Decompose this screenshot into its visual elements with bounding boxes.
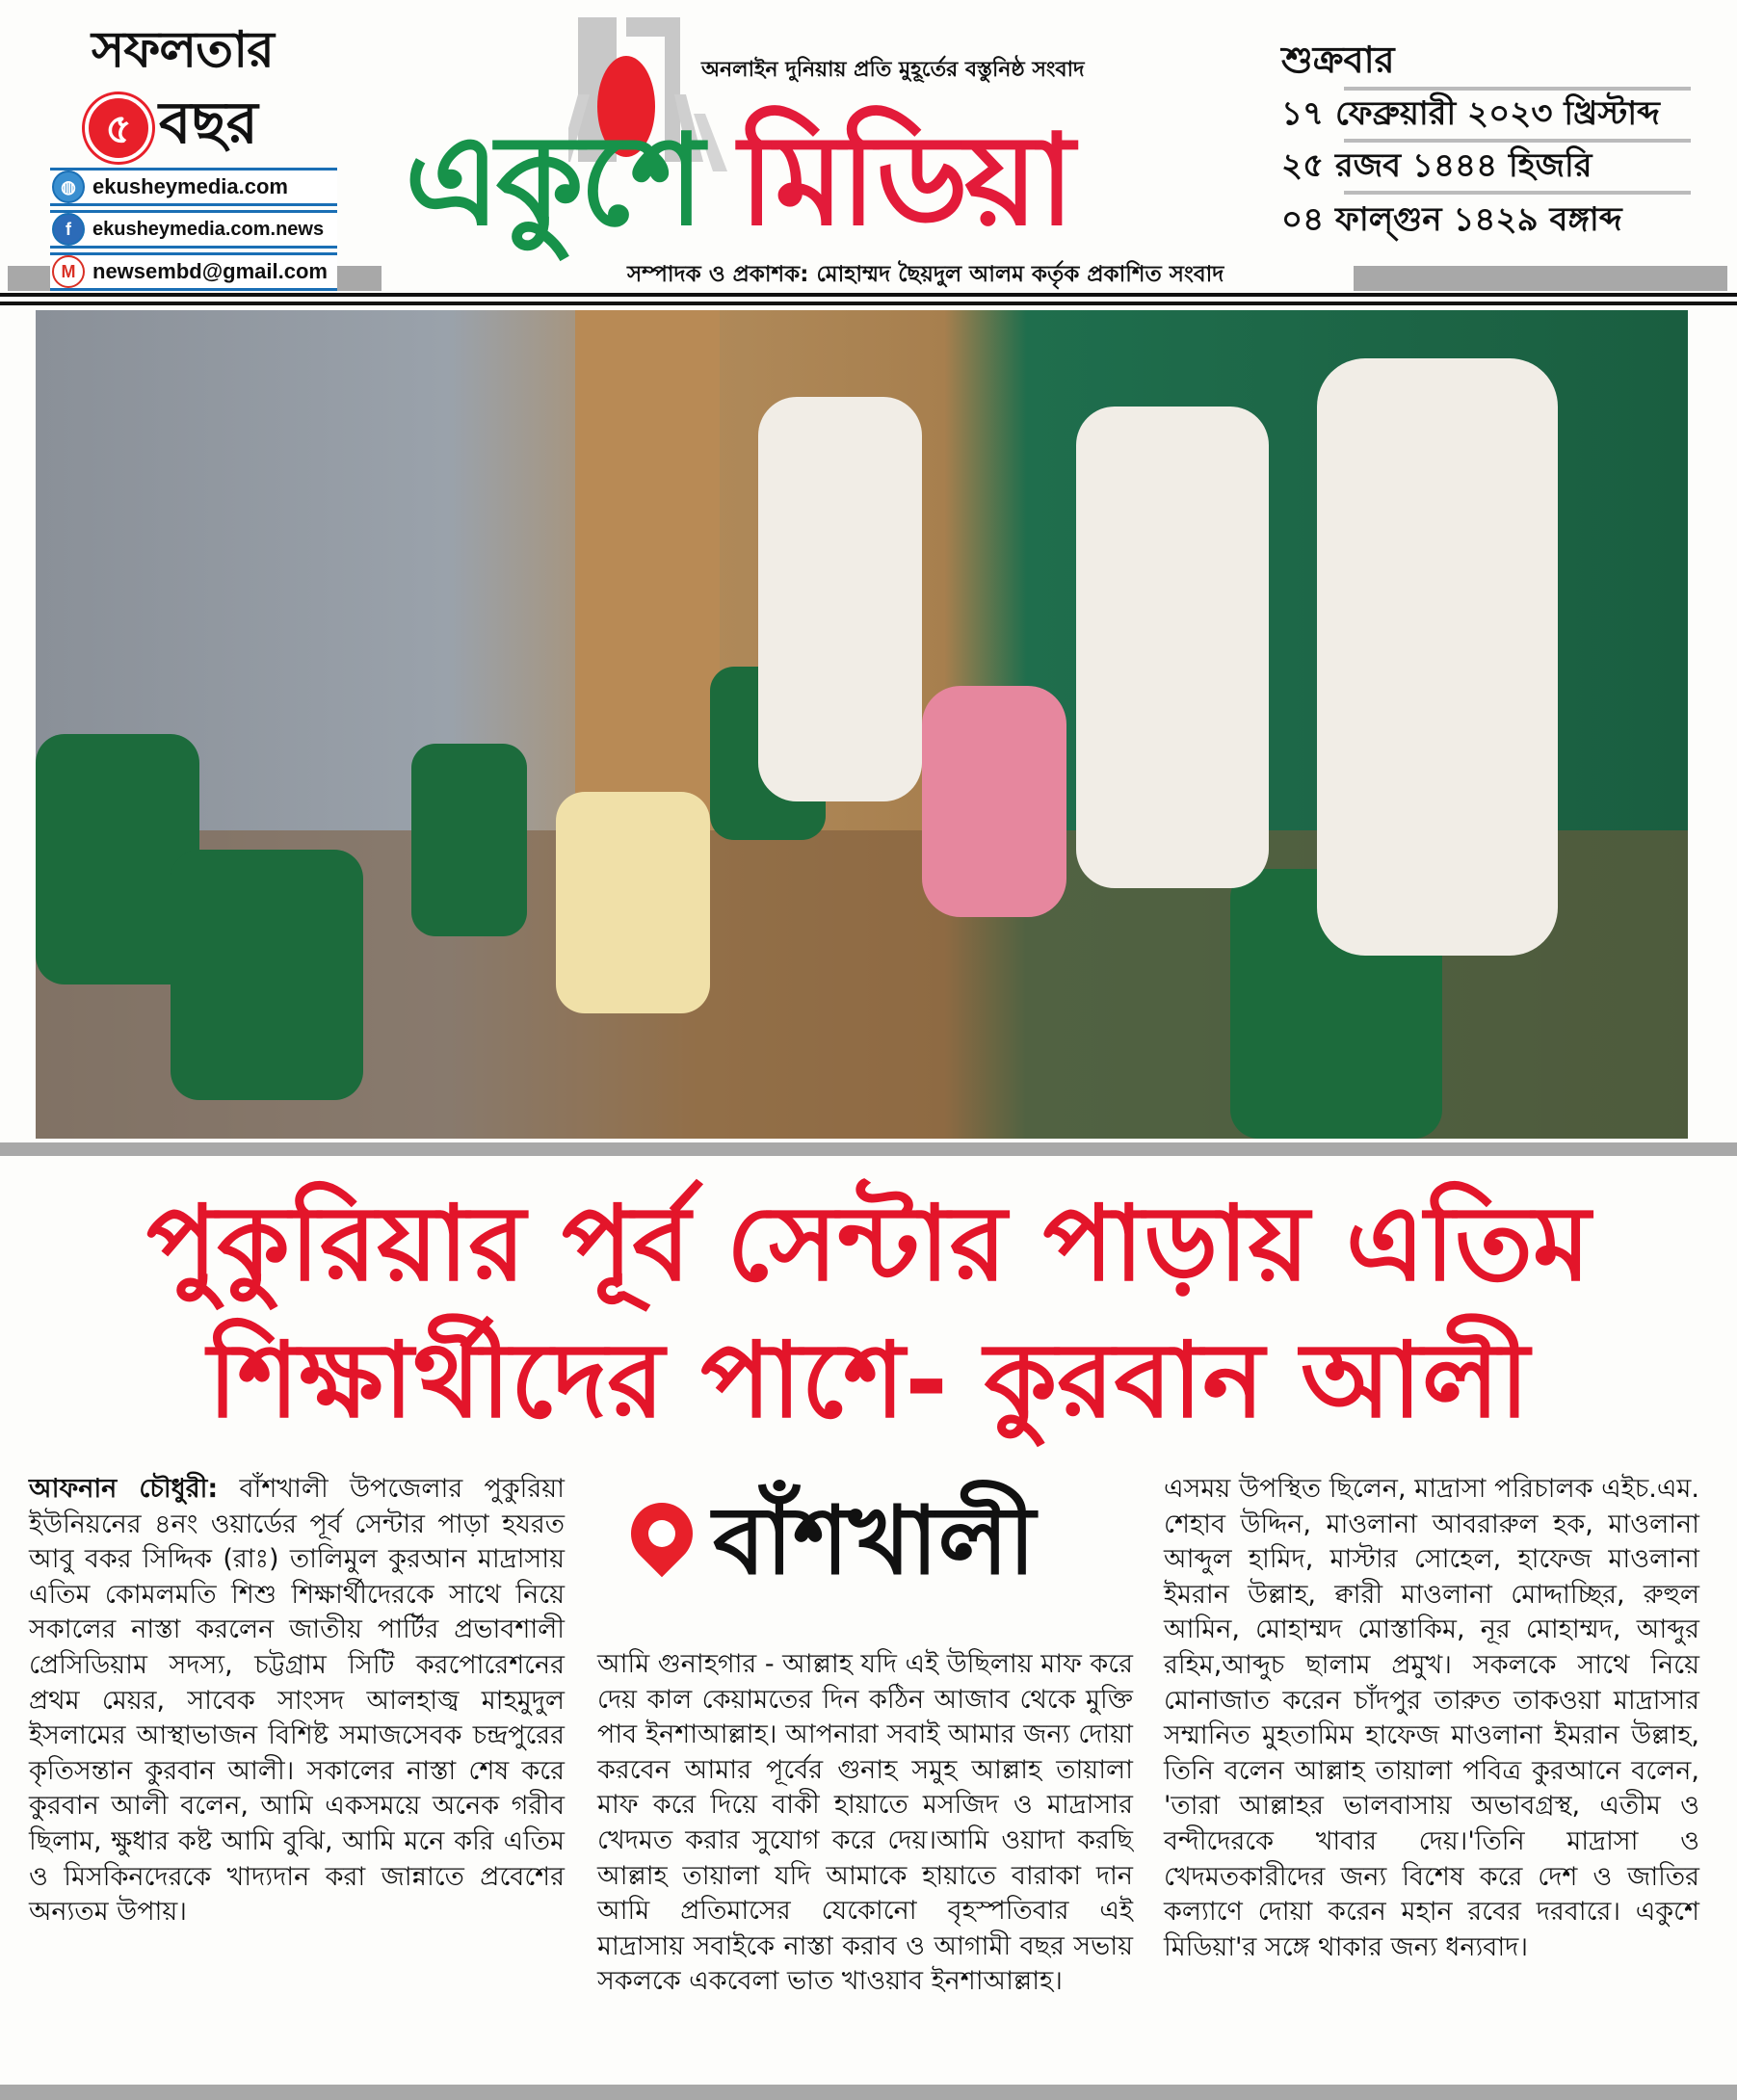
gmail-icon: M [52,255,85,288]
globe-icon: ◍ [52,171,85,203]
date-bangla: ০৪ ফাল্গুন ১৪২৯ বঙ্গাব্দ [1281,200,1622,239]
photo-scene-icon [36,310,1688,1139]
column-1-text: বাঁশখালী উপজেলার পুকুরিয়া ইউনিয়নের ৪নং ওয়ার্ডের পূর্ব সেন্টার পাড়া হযরত আবু বকর সিদ্দিক (রাঃ) তালিমুল কুরআন মাদ্রাসায় এতিম কোমলমতি শিশু শিক্ষার্থীদেরকে সাথে নিয়ে সকালের নাস্তা করলেন জাতীয় পার্টির প্রভাবশালী প্রেসিডিয়াম সদস্য, চট্টগ্রাম সিটি করপোরেশনের প্রথম মেয়র, সাবেক সাংসদ আলহাজ্ব মাহমুদুল ইসলামের আস্থাভাজন বিশিষ্ট সমাজসেবক চন্দ্রপুরের কৃতিসন্তান কুরবান আলী। সকালের নাস্তা শেষ করে কুরবান আলী বলেন, আমি একসময়ে অনেক গরীব ছিলাম, ক্ষুধার কষ্ট আমি বুঝি, আমি মনে করি এতিম ও মিসকিনদেরকে খাদ্যদান করা জান্নাতে প্রবেশের অন্যতম উপায়। [29,1474,565,1928]
headline-line-2: শিক্ষার্থীদের পাশে- কুরবান আলী [207,1321,1530,1441]
section-divider [0,1142,1737,1156]
article-column-2: আমি গুনাহগার - আল্লাহ যদি এই উছিলায় মাফ করে দেয় কাল কেয়ামতের দিন কঠিন আজাব থেকে মুক্তি পাব ইনশাআল্লাহ। আপনারা সবাই আমার জন্য দোয়া করবেন আমার পূর্বের গুনাহ সমুহ আল্লাহ তায়ালা মাফ করে দিয়ে বাকী হায়াতে মসজিদ ও মাদ্রাসার খেদমত করার সুযোগ করে দেয়।আমি ওয়াদা করছি আল্লাহ তায়ালা যদি আমাকে হায়াতে বারাকা দান আমি প্রতিমাসের যেকোনো বৃহস্পতিবার এই মাদ্রাসায় সবাইকে নাস্তা করাব ও আগামী বছর সভায় সকলকে একবেলা ভাত খাওয়াব ইনশাআল্লাহ। [597,1649,1133,1997]
masthead-bar-right [1354,266,1727,291]
website-text: ekusheymedia.com [92,174,288,198]
weekday: শুক্রবার [1281,39,1395,81]
divider [1344,87,1691,91]
date-hijri: ২৫ রজব ১৪৪৪ হিজরি [1281,146,1592,185]
website-link[interactable] [50,168,337,206]
anniversary-years: বছর [159,90,258,157]
facebook-link[interactable] [50,210,337,249]
email-link[interactable] [50,252,337,291]
headline-line-1: পুকুরিয়ার পূর্ব সেন্টার পাড়ায় এতিম [146,1184,1591,1304]
masthead-rule [0,302,1737,305]
divider [1344,191,1691,195]
byline: আফনান চৌধুরী: [29,1474,219,1504]
location-title: বাঁশখালী [713,1486,1036,1596]
article-column-1 [29,1472,565,1930]
news-photo [36,310,1688,1139]
logo-media: মিডিয়া [739,107,1071,253]
publisher-line: সম্পাদক ও প্রকাশক: মোহাম্মদ ছৈয়দুল আলম কর্তৃক প্রকাশিত সংবাদ [621,260,1229,289]
tagline: অনলাইন দুনিয়ায় প্রতি মুহূর্তের বস্তুনিষ্ঠ সংবাদ [701,58,1085,82]
logo-wordmark [405,108,1071,252]
location-pin-icon [618,1490,706,1578]
divider [1344,139,1691,143]
email-text: newsembd@gmail.com [92,259,328,283]
date-gregorian: ১৭ ফেব্রুয়ারী ২০২৩ খ্রিস্টাব্দ [1281,94,1660,133]
anniversary-number-badge: ৫ [85,94,152,162]
article-column-3: এসময় উপস্থিত ছিলেন, মাদ্রাসা পরিচালক এইচ.এম. শেহাব উদ্দিন, মাওলানা আবরারুল হক, মাওলানা আব্দুল হামিদ, মাস্টার সোহেল, হাফেজ মাওলানা ইমরান উল্লাহ, ক্বারী মাওলানা মোদ্দাচ্ছির, রুহুল আমিন, মোহাম্মদ মোস্তাকিম, নূর মোহাম্মদ, আব্দুর রহিম,আব্দুচ ছালাম প্রমুখ। সকলকে সাথে নিয়ে মোনাজাত করেন চাঁদপুর তারুত তাকওয়া মাদ্রাসার সম্মানিত মুহতামিম হাফেজ মাওলানা ইমরান উল্লাহ, তিনি বলেন আল্লাহ তায়ালা পবিত্র কুরআনে বলেন, 'তারা আল্লাহর ভালবাসায় অভাবগ্রস্থ, এতীম ও বন্দীদেরকে খাবার দেয়।'তিনি মাদ্রাসা ও খেদমতকারীদের জন্য বিশেষ করে দেশ ও জাতির কল্যাণে দোয়া করেন মহান রবের দরবারে। একুশে মিডিয়া'র সঙ্গে থাকার জন্য ধন্যবাদ। [1164,1474,1699,1962]
masthead-rule [0,293,1737,297]
footer-bar [0,2085,1737,2100]
logo-ekushey: একুশে [405,107,700,253]
anniversary-text: সফলতার [92,21,274,79]
facebook-text: ekusheymedia.com.news [92,219,325,240]
facebook-icon: f [52,213,85,246]
